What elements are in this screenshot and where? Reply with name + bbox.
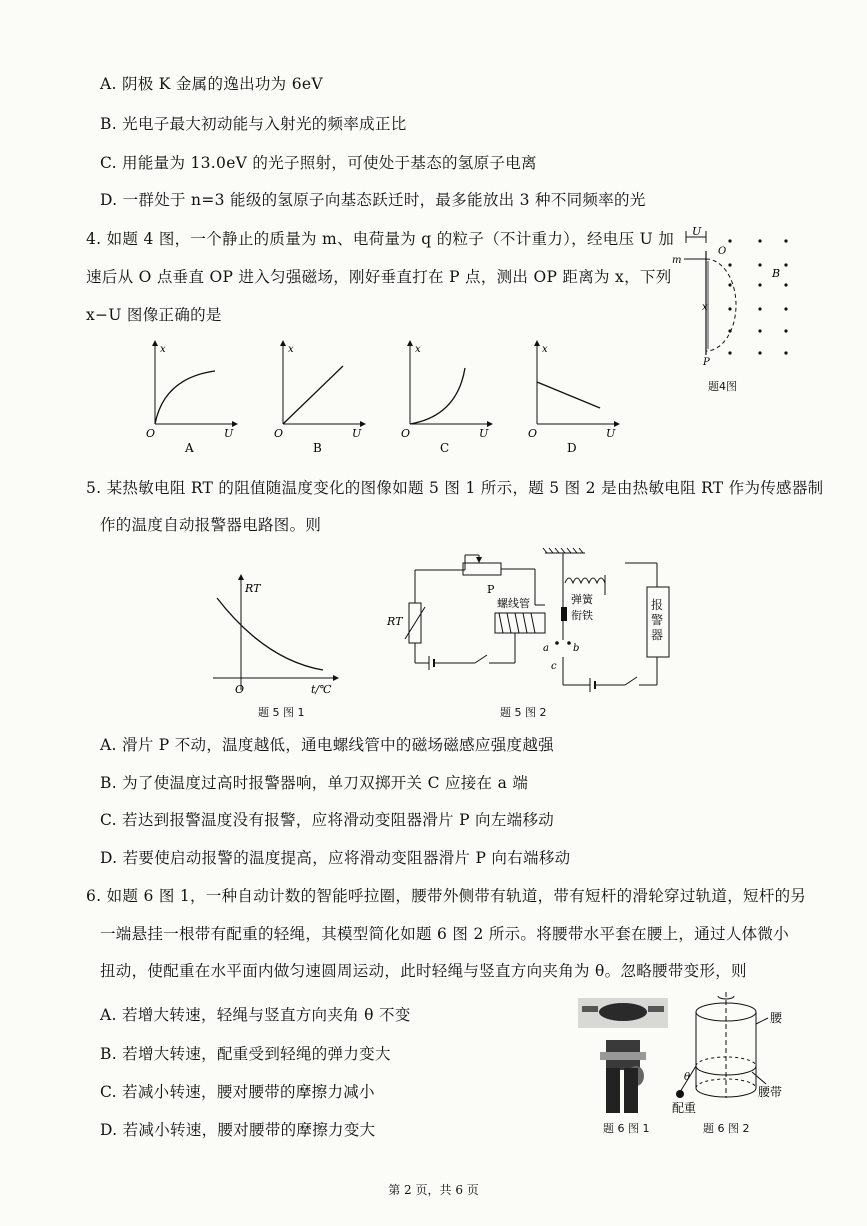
q4-graph-b — [268, 338, 368, 456]
q4-fig-m-label: m — [672, 255, 682, 266]
q4-graph-c-o: O — [401, 427, 411, 440]
q4-graph-b-x: U — [352, 427, 362, 440]
q6-fig2-waist-label: 腰 — [770, 1011, 783, 1025]
q6-stem-line-3: 扭动，使配重在水平面内做匀速圆周运动，此时轻绳与竖直方向夹角为 θ。忽略腰带变形，则 — [100, 962, 747, 980]
q3-option-c: C. 用能量为 13.0eV 的光子照射，可使处于基态的氢原子电离 — [100, 154, 537, 172]
q6-fig2-weight-label: 配重 — [672, 1101, 697, 1115]
q6-figure-1-photo — [578, 998, 668, 1113]
q3-option-b: B. 光电子最大初动能与入射光的频率成正比 — [100, 115, 407, 133]
q6-stem-line-2: 一端悬挂一根带有配重的轻绳，其模型简化如题 6 图 2 所示。将腰带水平套在腰上，通过人体微小 — [100, 925, 790, 943]
q4-stem-line-2: 速后从 O 点垂直 OP 进入匀强磁场，刚好垂直打在 P 点，测出 OP 距离为 x，下列 — [86, 268, 672, 286]
q5-figure-2 — [385, 545, 675, 700]
q5-stem-line-1: 5. 某热敏电阻 RT 的阻值随温度变化的图像如题 5 图 1 所示，题 5 图 2 是由热敏电阻 RT 作为传感器制 — [86, 479, 824, 497]
q5-fig2-b-label: b — [573, 643, 580, 654]
q6-figure-2-caption: 题 6 图 2 — [703, 1122, 750, 1135]
q4-fig-u-label: U — [692, 225, 702, 238]
q4-fig-x-label: x — [702, 302, 708, 313]
q6-stem-line-1: 6. 如题 6 图 1，一种自动计数的智能呼拉圈，腰带外侧带有轨道，带有短杆的滑轮穿过轨道，短杆的另 — [86, 887, 807, 905]
q5-fig2-alarm-label: 报警器 — [651, 598, 664, 642]
q5-figure-1-caption: 题 5 图 1 — [258, 706, 305, 719]
q5-figure-1 — [205, 570, 345, 700]
q4-fig-b-label: B — [772, 267, 781, 280]
q6-option-d: D. 若减小转速，腰对腰带的摩擦力变大 — [100, 1121, 376, 1139]
q6-option-c: C. 若减小转速，腰对腰带的摩擦力减小 — [100, 1083, 375, 1101]
q4-graph-d-y: x — [542, 344, 548, 355]
q4-graph-b-letter: B — [313, 441, 322, 455]
q5-fig2-armature-label: 衔铁 — [571, 609, 593, 622]
q6-figure-1-caption: 题 6 图 1 — [603, 1122, 650, 1135]
q5-stem-line-2: 作的温度自动报警器电路图。则 — [100, 516, 322, 534]
page-number: 第 2 页，共 6 页 — [388, 1183, 479, 1197]
q6-fig2-theta-label: θ — [684, 1072, 691, 1083]
q6-option-b: B. 若增大转速，配重受到轻绳的弹力变大 — [100, 1045, 391, 1063]
q4-stem-line-3: x−U 图像正确的是 — [86, 306, 222, 324]
q5-fig1-o-label: O — [235, 683, 245, 696]
q5-option-c: C. 若达到报警温度没有报警，应将滑动变阻器滑片 P 向左端移动 — [100, 811, 555, 829]
q5-fig1-y-label: RT — [245, 582, 261, 595]
q4-fig-o-label: O — [718, 246, 727, 257]
q4-stem-line-1: 4. 如题 4 图，一个静止的质量为 m、电荷量为 q 的粒子（不计重力），经电压 U 加 — [86, 230, 675, 248]
q4-graph-a-o: O — [146, 427, 156, 440]
q4-fig-p-label: P — [703, 357, 710, 368]
q4-graph-b-o: O — [274, 427, 284, 440]
q4-graph-c-letter: C — [440, 441, 450, 455]
q5-fig2-p-label: P — [487, 583, 495, 596]
q4-figure-caption: 题4图 — [708, 380, 737, 393]
q4-graph-d-letter: D — [567, 441, 577, 455]
q5-fig2-rt-label: RT — [387, 615, 403, 628]
q6-fig2-belt-label: 腰带 — [758, 1085, 783, 1099]
q4-graph-a-letter: A — [185, 441, 194, 455]
q5-option-b: B. 为了使温度过高时报警器响，单刀双掷开关 C 应接在 a 端 — [100, 774, 529, 792]
q6-figure-2 — [672, 988, 812, 1118]
q5-fig1-x-label: t/℃ — [311, 683, 332, 696]
q4-graph-d-o: O — [528, 427, 538, 440]
q4-graph-b-y: x — [288, 344, 294, 355]
q3-option-d: D. 一群处于 n=3 能级的氢原子向基态跃迁时，最多能放出 3 种不同频率的光 — [100, 191, 646, 209]
q4-graph-c — [395, 338, 495, 456]
q5-option-d: D. 若要使启动报警的温度提高，应将滑动变阻器滑片 P 向右端移动 — [100, 849, 571, 867]
q4-graph-c-x: U — [479, 427, 489, 440]
q5-fig2-spring-label: 弹簧 — [571, 593, 593, 606]
q5-fig2-c-label: c — [551, 661, 557, 672]
q4-graph-d — [522, 338, 622, 456]
q5-figure-2-caption: 题 5 图 2 — [500, 706, 547, 719]
q4-graph-d-x: U — [606, 427, 616, 440]
q4-graph-a-x: U — [224, 427, 234, 440]
q4-graph-a-y: x — [160, 344, 166, 355]
q5-option-a: A. 滑片 P 不动，温度越低，通电螺线管中的磁场磁感应强度越强 — [100, 736, 554, 754]
q4-figure — [670, 225, 800, 395]
q3-option-a: A. 阴极 K 金属的逸出功为 6eV — [100, 75, 323, 93]
q4-graph-a — [140, 338, 240, 456]
q5-fig2-solenoid-label: 螺线管 — [497, 597, 530, 610]
q6-option-a: A. 若增大转速，轻绳与竖直方向夹角 θ 不变 — [100, 1006, 411, 1024]
q4-graph-c-y: x — [415, 344, 421, 355]
q5-fig2-a-label: a — [543, 643, 549, 654]
